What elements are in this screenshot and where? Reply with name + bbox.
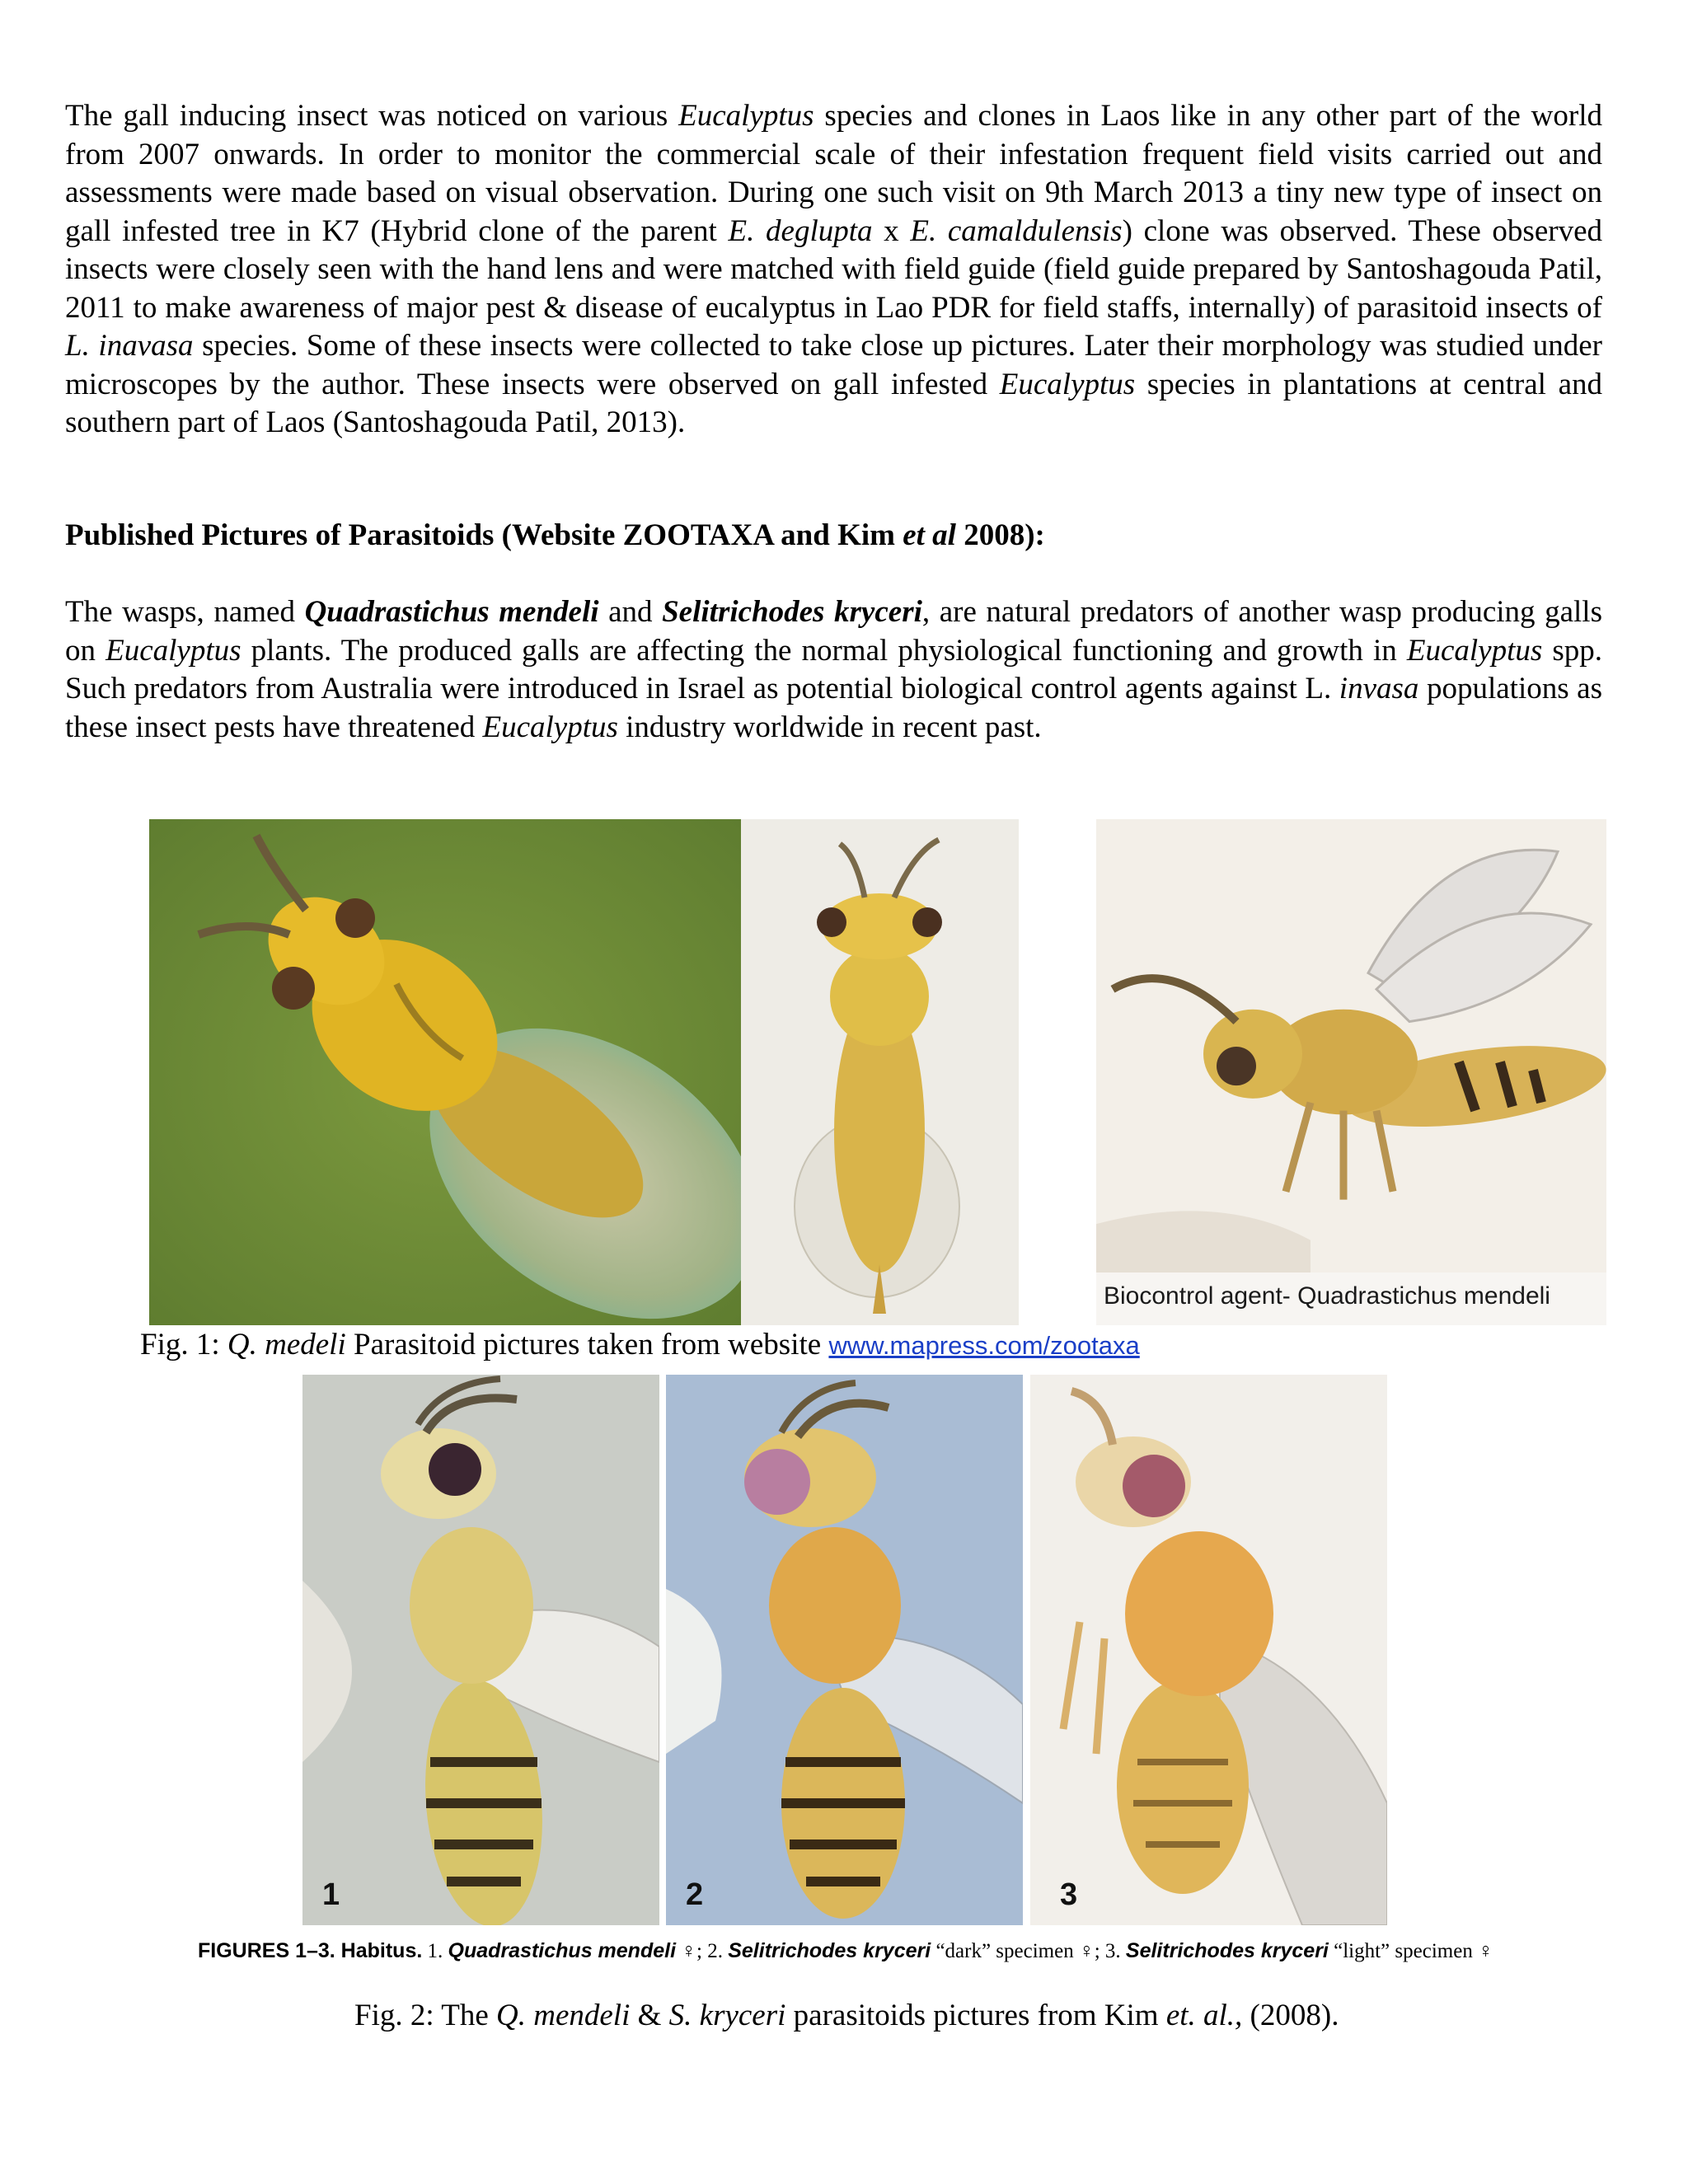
wasps-paragraph: The wasps, named Quadrastichus mendeli and Selitrichodes kryceri, are natural predators of another wasp producing galls on Eucalyptus plants. The produced galls are affecting the normal physiological functioning and growth in Eucalyptus spp. Such predators from Australia were introduced in Israel as potential biological control agents against L. invasa populations as these insect pests have threatened Eucalyptus industry worldwide in recent past. <box>65 595 1602 744</box>
habitus-photo-2 <box>666 1375 1023 1925</box>
habitus-photo-3 <box>1030 1375 1387 1925</box>
figure-2-caption: Fig. 2: The Q. mendeli & S. kryceri parasitoids pictures from Kim et. al., (2008). <box>354 1999 1339 2032</box>
intro-paragraph: The gall inducing insect was noticed on various Eucalyptus species and clones in Laos like in any other part of the world from 2007 onwards. In order to monitor the commercial scale of their infestation frequent field visits carried out and assessments were made based on visual observation. During one such visit on 9th March 2013 a tiny new type of insect on gall infested tree in K7 (Hybrid clone of the parent E. deglupta x E. camaldulensis) clone was observed. These observed insects were closely seen with the hand lens and were matched with field guide (field guide prepared by Santoshagouda Patil, 2011 to make awareness of major pest & disease of eucalyptus in Lao PDR for field staffs, internally) of parasitoid insects of L. inavasa species. Some of these insects were collected to take close up pictures. Later their morphology was studied under microscopes by the author. These insects were observed on gall infested Eucalyptus species in plantations at central and southern part of Laos (Santoshagouda Patil, 2013). <box>65 99 1602 439</box>
zootaxa-link[interactable]: www.mapress.com/zootaxa <box>828 1331 1140 1360</box>
wasp-photo-dorsal-green <box>149 819 741 1325</box>
figure-1-caption: Fig. 1: Q. medeli Parasitoid pictures taken from website www.mapress.com/zootaxa <box>140 1328 1140 1361</box>
panel-number-1: 1 <box>322 1877 340 1912</box>
figure-2-source-legend: FIGURES 1–3. Habitus. 1. Quadrastichus mendeli ♀; 2. Selitrichodes kryceri “dark” specimen ♀; 3. Selitrichodes kryceri “light” specimen ♀ <box>198 1939 1493 1962</box>
panel-number-3: 3 <box>1060 1877 1078 1912</box>
figure-1 <box>149 819 1606 1325</box>
panel-number-2: 2 <box>686 1877 704 1912</box>
figure-2 <box>302 1375 1387 1925</box>
section-heading: Published Pictures of Parasitoids (Website ZOOTAXA and Kim et al 2008): <box>65 518 1045 552</box>
habitus-photo-1 <box>302 1375 659 1925</box>
biocontrol-label: Biocontrol agent- Quadrastichus mendeli <box>1104 1282 1550 1310</box>
wasp-photo-lateral <box>1096 819 1606 1325</box>
wasp-photo-dorsal-white <box>741 819 1019 1325</box>
